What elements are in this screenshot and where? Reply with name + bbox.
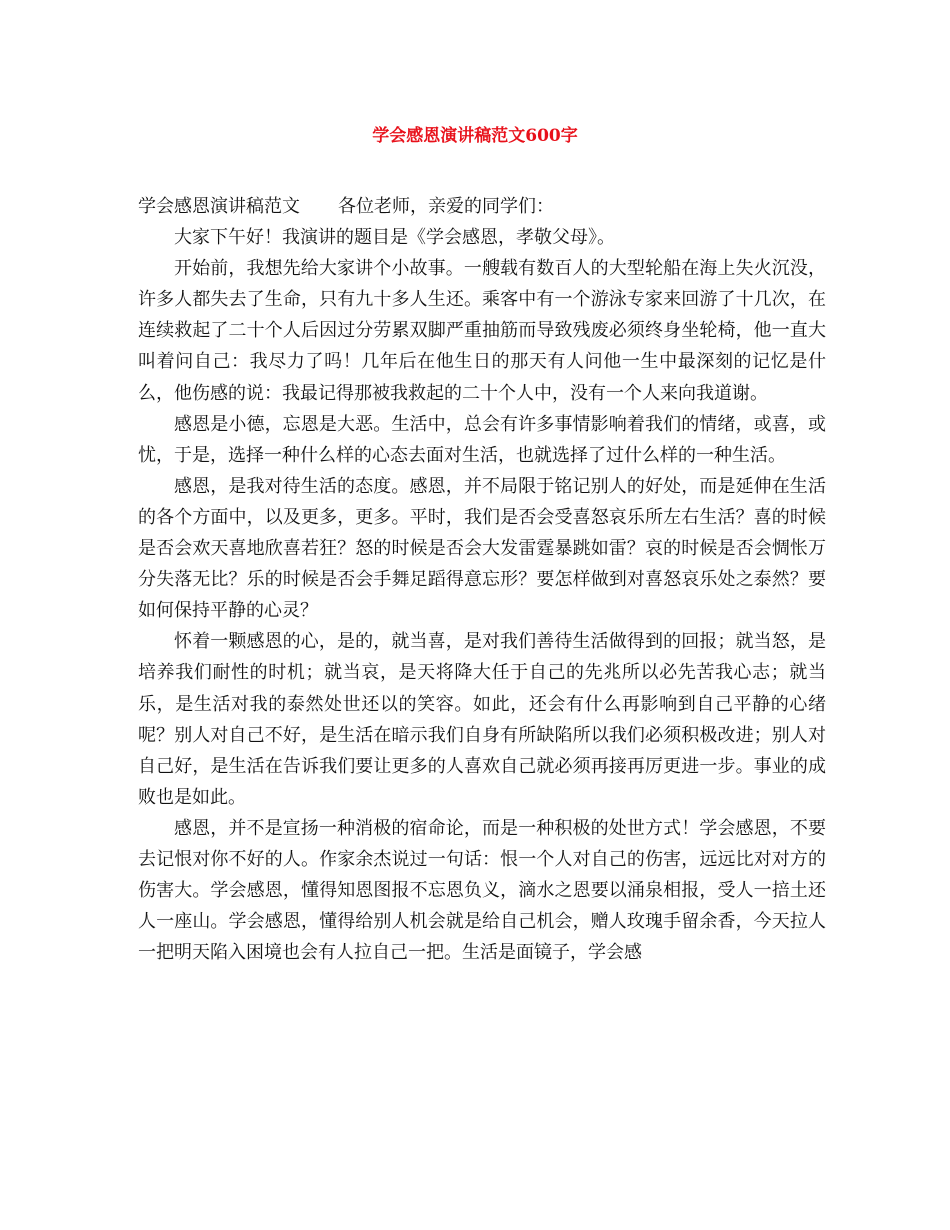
paragraph: 感恩，并不是宣扬一种消极的宿命论，而是一种积极的处世方式！学会感恩，不要去记恨对你不好的人。作家余杰说过一句话：恨一个人对自己的伤害，远远比对对方的伤害大。学会感恩，懂得知恩图报不忘恩负义，滴水之恩要以涌泉相报，受人一掊土还人一座山。学会感恩，懂得给别人机会就是给自己机会，赠人玫瑰手留余香，今天拉人一把明天陷入困境也会有人拉自己一把。生活是面镜子，学会感: [138, 817, 826, 964]
salutation: 各位老师，亲爱的同学们：: [338, 196, 554, 217]
document-body: [138, 191, 826, 968]
heading-line: [138, 191, 826, 222]
paragraph: 感恩，是我对待生活的态度。感恩，并不局限于铭记别人的好处，而是延伸在生活的各个方面中，以及更多，更多。平时，我们是否会受喜怒哀乐所左右生活？喜的时候是否会欢天喜地欣喜若狂？怒的时候是否会大发雷霆暴跳如雷？哀的时候是否会惆怅万分失落无比？乐的时候是否会手舞足蹈得意忘形？要怎样做到对喜怒哀乐处之泰然？要如何保持平静的心灵？: [138, 475, 826, 622]
heading-line-part1: 学会感恩演讲稿范文: [138, 196, 300, 217]
document-title: 学会感恩演讲稿范文600字: [372, 126, 578, 146]
paragraph: 大家下午好！我演讲的题目是《学会感恩，孝敬父母》。: [174, 227, 615, 249]
paragraph: 开始前，我想先给大家讲个小故事。一艘载有数百人的大型轮船在海上失火沉没，许多人都失去了生命，只有九十多人生还。乘客中有一个游泳专家来回游了十几次，在连续救起了二十个人后因过分劳累双脚严重抽筋而导致残废必须终身坐轮椅，他一直大叫着问自己：我尽力了吗！几年后在他生日的那天有人问他一生中最深刻的记忆是什么，他伤感的说：我最记得那被我救起的二十个人中，没有一个人来向我道谢。: [138, 258, 826, 404]
paragraph: 感恩是小德，忘恩是大恶。生活中，总会有许多事情影响着我们的情绪，或喜，或忧，于是，选择一种什么样的心态去面对生活，也就选择了过什么样的一种生活。: [138, 413, 826, 466]
paragraph: 怀着一颗感恩的心，是的，就当喜，是对我们善待生活做得到的回报；就当怒，是培养我们耐性的时机；就当哀，是天将降大任于自己的先兆所以必先苦我心志；就当乐，是生活对我的泰然处世还以的笑容。如此，还会有什么再影响到自己平静的心绪呢？别人对自己不好，是生活在暗示我们自身有所缺陷所以我们必须积极改进；别人对自己好，是生活在告诉我们要让更多的人喜欢自己就必须再接再厉更进一步。事业的成败也是如此。: [138, 631, 826, 808]
